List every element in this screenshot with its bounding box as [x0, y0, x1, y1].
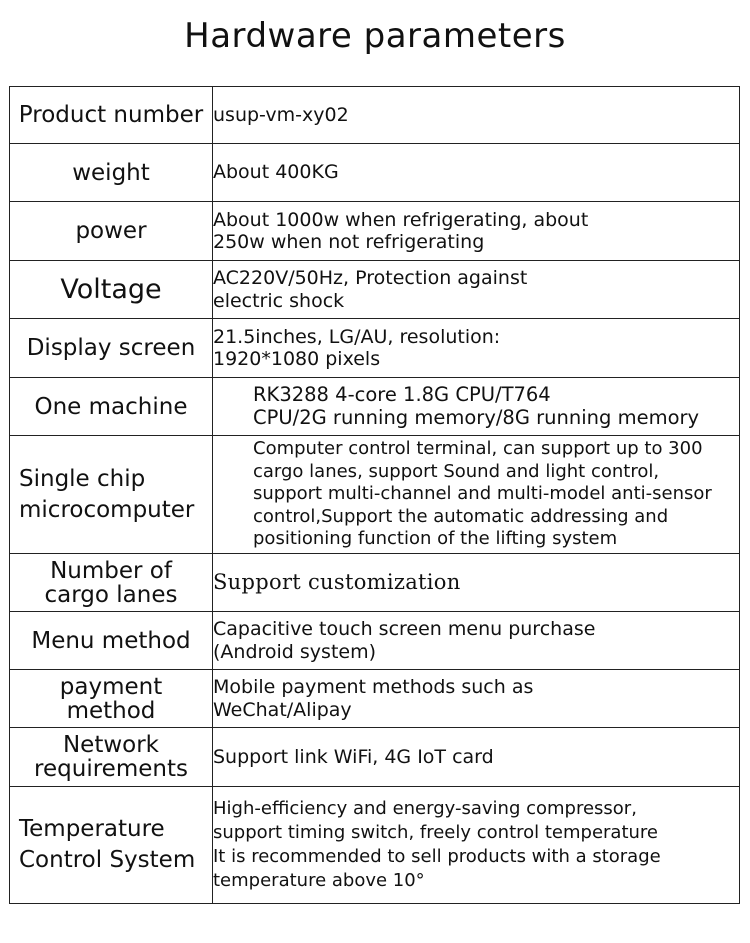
row-value: About 1000w when refrigerating, about 250w when not refrigerating — [213, 202, 740, 261]
row-label: Temperature Control System — [10, 787, 213, 904]
table-row-voltage — [10, 261, 740, 319]
row-label: Voltage — [10, 261, 213, 319]
table-row-product-number — [10, 87, 740, 144]
row-label: Single chip microcomputer — [10, 436, 213, 554]
table-row-network-requirements — [10, 728, 740, 787]
table-row-single-chip-microcomputer — [10, 436, 740, 554]
row-value: Mobile payment methods such as WeChat/Alipay — [213, 670, 740, 728]
row-value: About 400KG — [213, 144, 740, 202]
row-value: Capacitive touch screen menu purchase (Android system) — [213, 612, 740, 670]
row-value: High-efficiency and energy-saving compressor, support timing switch, freely control temperature It is recommended to sell products with a storage temperature above 10° — [213, 787, 740, 904]
row-value: 21.5inches, LG/AU, resolution: 1920*1080 pixels — [213, 319, 740, 378]
row-value: Computer control terminal, can support up to 300 cargo lanes, support Sound and light control, support multi-channel and multi-model anti-sensor control,Support the automatic addressing and positioning function of the lifting system — [213, 436, 740, 554]
row-value: usup-vm-xy02 — [213, 87, 740, 144]
row-label: Menu method — [10, 612, 213, 670]
table-row-display-screen — [10, 319, 740, 378]
row-label: One machine — [10, 378, 213, 436]
table-row-weight — [10, 144, 740, 202]
table-row-temperature-control-system — [10, 787, 740, 904]
row-label: Number of cargo lanes — [10, 554, 213, 612]
row-label: Network requirements — [10, 728, 213, 787]
row-value: Support link WiFi, 4G IoT card — [213, 728, 740, 787]
page-title: Hardware parameters — [184, 16, 566, 56]
table-row-one-machine — [10, 378, 740, 436]
hardware-parameters-table — [9, 86, 740, 904]
table-row-payment-method — [10, 670, 740, 728]
row-label: power — [10, 202, 213, 261]
row-label: Display screen — [10, 319, 213, 378]
row-value: Support customization — [213, 554, 740, 612]
row-label: payment method — [10, 670, 213, 728]
row-label: Product number — [10, 87, 213, 144]
row-label: weight — [10, 144, 213, 202]
table-row-menu-method — [10, 612, 740, 670]
row-value: AC220V/50Hz, Protection against electric shock — [213, 261, 740, 319]
table-row-number-of-cargo-lanes — [10, 554, 740, 612]
table-row-power — [10, 202, 740, 261]
row-value: RK3288 4-core 1.8G CPU/T764 CPU/2G running memory/8G running memory — [213, 378, 740, 436]
